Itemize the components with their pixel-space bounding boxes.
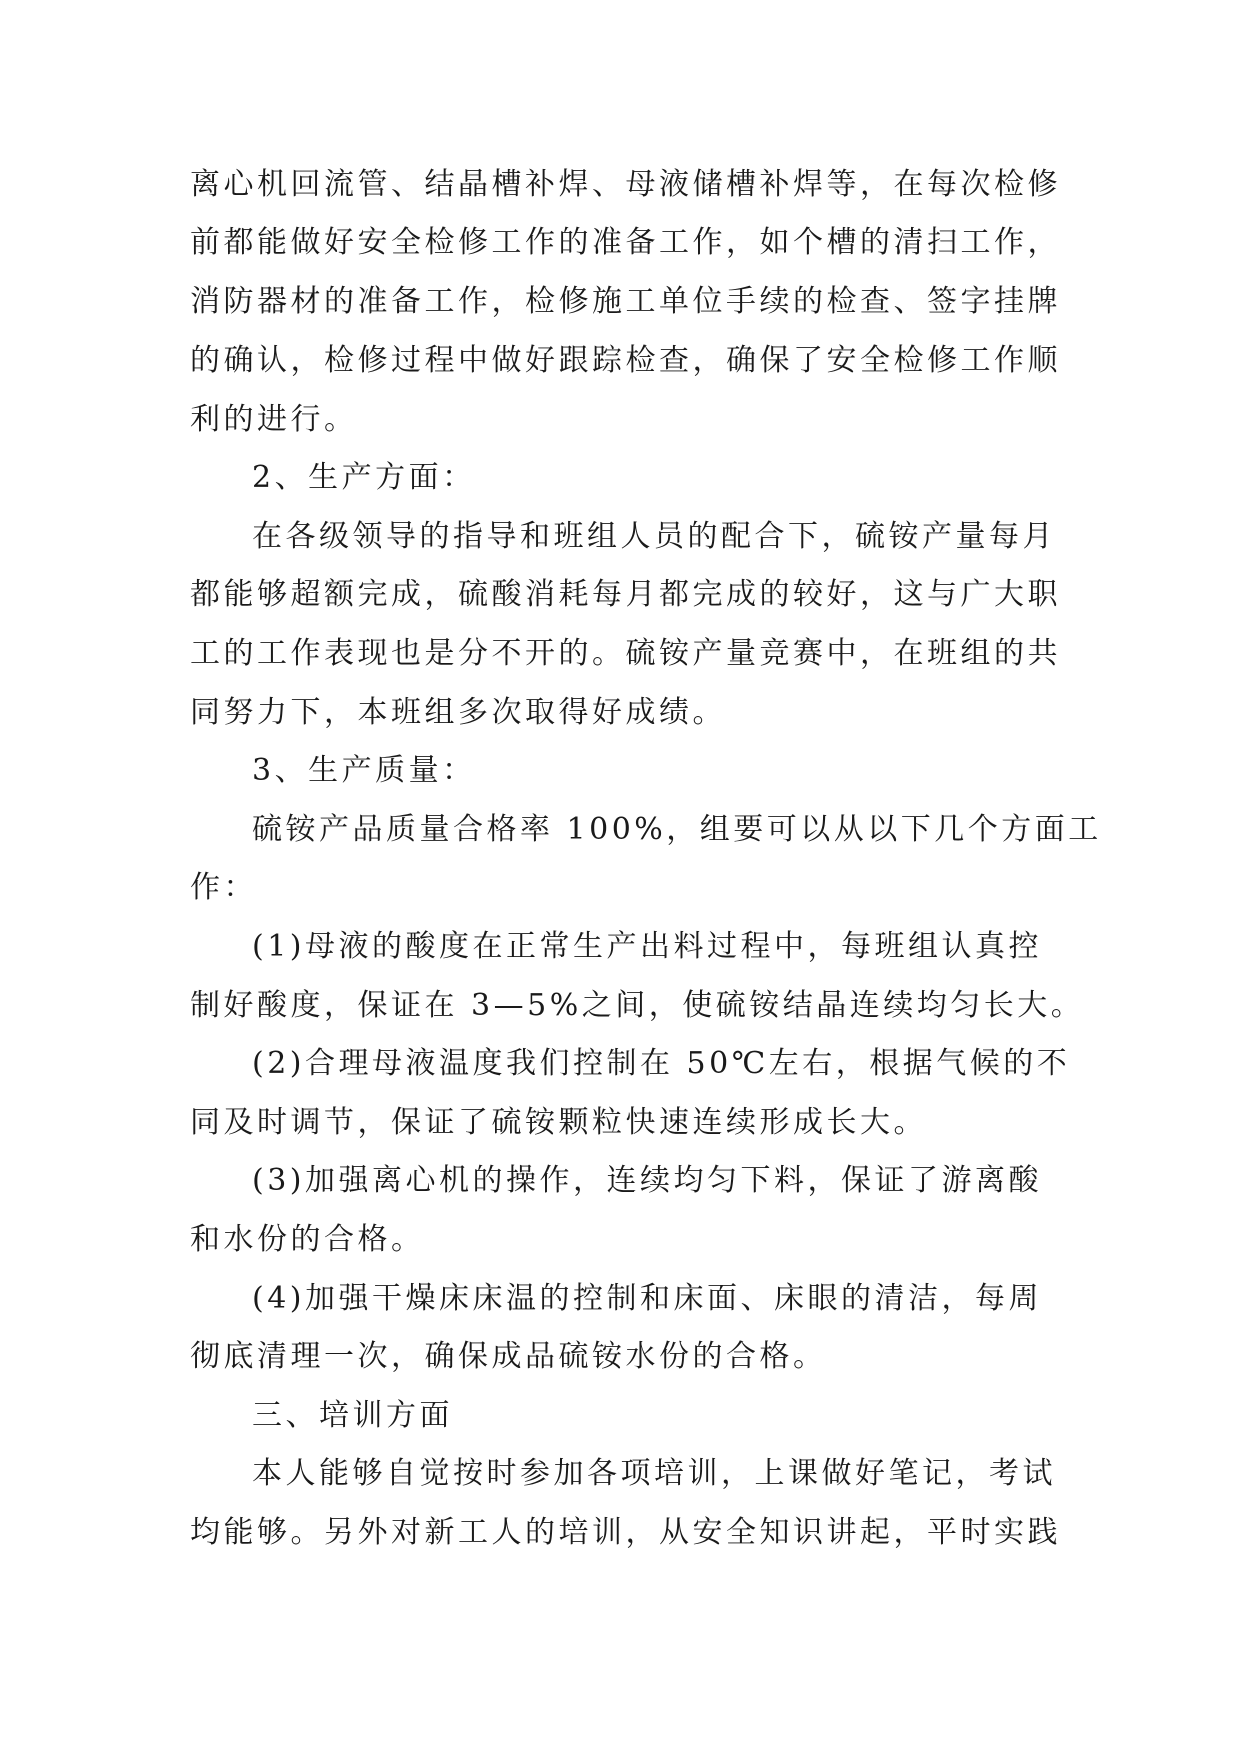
- text-line: 硫铵产品质量合格率 100%，组要可以从以下几个方面工: [252, 812, 1102, 847]
- text-line: 均能够。另外对新工人的培训，从安全知识讲起，平时实践: [190, 1515, 1061, 1550]
- list-item-text: (3)加强离心机的操作，连续均匀下料，保证了游离酸: [252, 1163, 1042, 1198]
- text-line: 的确认，检修过程中做好跟踪检查，确保了安全检修工作顺: [190, 343, 1061, 378]
- section-heading: 3、生产质量：: [252, 753, 476, 788]
- text-line: 本人能够自觉按时参加各项培训，上课做好笔记，考试: [252, 1456, 1056, 1491]
- text-line: 离心机回流管、结晶槽补焊、母液储槽补焊等，在每次检修: [190, 167, 1061, 202]
- text-line: 制好酸度，保证在 3—5%之间，使硫铵结晶连续均匀长大。: [190, 988, 1085, 1023]
- text-line: 消防器材的准备工作，检修施工单位手续的检查、签字挂牌: [190, 284, 1061, 319]
- list-item-text: (2)合理母液温度我们控制在 50℃左右，根据气候的不: [252, 1046, 1071, 1081]
- text-line: 前都能做好安全检修工作的准备工作，如个槽的清扫工作，: [190, 225, 1061, 260]
- text-line: 和水份的合格。: [190, 1222, 425, 1257]
- section-heading: 三、培训方面: [252, 1398, 453, 1433]
- text-line: 同努力下，本班组多次取得好成绩。: [190, 695, 726, 730]
- text-line: 都能够超额完成，硫酸消耗每月都完成的较好，这与广大职: [190, 577, 1061, 612]
- list-item-text: (4)加强干燥床床温的控制和床面、床眼的清洁，每周: [252, 1281, 1042, 1316]
- text-line: 在各级领导的指导和班组人员的配合下，硫铵产量每月: [252, 519, 1056, 554]
- text-line: 作：: [190, 870, 257, 905]
- text-line: 工的工作表现也是分不开的。硫铵产量竞赛中，在班组的共: [190, 636, 1061, 671]
- text-line: 彻底清理一次，确保成品硫铵水份的合格。: [190, 1339, 827, 1374]
- text-line: 同及时调节，保证了硫铵颗粒快速连续形成长大。: [190, 1105, 927, 1140]
- section-heading: 2、生产方面：: [252, 460, 476, 495]
- text-line: 利的进行。: [190, 402, 358, 437]
- list-item-text: (1)母液的酸度在正常生产出料过程中，每班组认真控: [252, 929, 1042, 964]
